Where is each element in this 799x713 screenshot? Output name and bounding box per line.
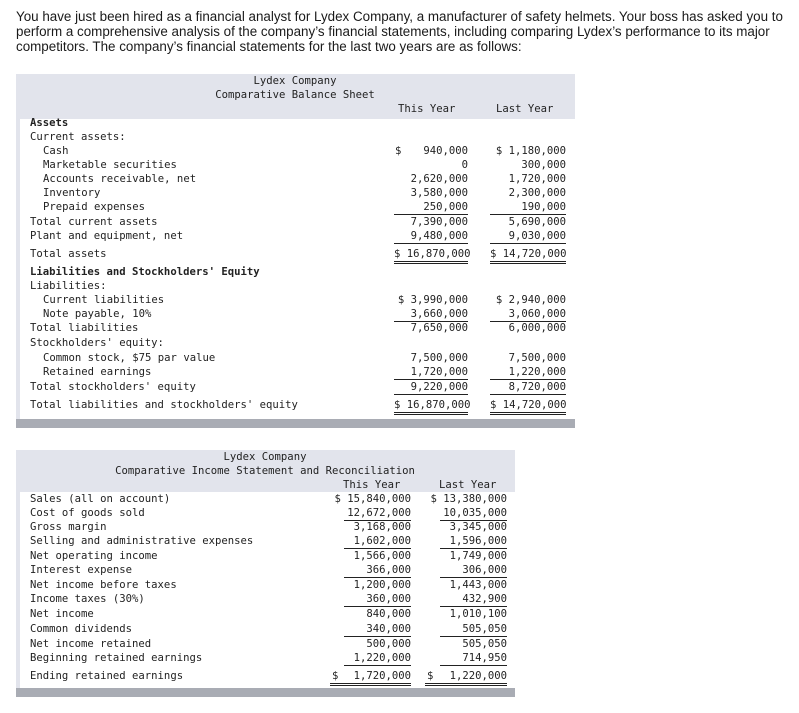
retained-last: 1,220,000 bbox=[490, 366, 566, 380]
current-liabilities-label: Current liabilities bbox=[43, 294, 165, 306]
sales-label: Sales (all on account) bbox=[30, 493, 171, 505]
balance-company: Lydex Company bbox=[253, 75, 337, 87]
retained-this: 1,720,000 bbox=[394, 366, 468, 380]
balance-col-last: Last Year bbox=[496, 103, 554, 115]
common-stock-label: Common stock, $75 par value bbox=[43, 352, 216, 364]
operating-income-label: Net operating income bbox=[30, 550, 158, 562]
dividends-label: Common dividends bbox=[30, 623, 133, 635]
inventory-label: Inventory bbox=[43, 187, 101, 199]
total-current-assets-last: 5,690,000 bbox=[508, 216, 566, 228]
income-bottom-bar bbox=[16, 688, 515, 697]
total-equity-this: 9,220,000 bbox=[394, 381, 468, 395]
cash-this: 940,000 bbox=[423, 145, 468, 157]
ending-re-dollar: $ bbox=[332, 670, 339, 682]
interest-this: 366,000 bbox=[344, 564, 411, 578]
income-retained-last: 505,050 bbox=[462, 638, 507, 650]
income-col-last: Last Year bbox=[439, 479, 497, 491]
sales-last: $ 13,380,000 bbox=[430, 493, 507, 505]
dividends-this: 340,000 bbox=[344, 623, 411, 637]
cash-label: Cash bbox=[43, 145, 69, 157]
balance-col-this: This Year bbox=[398, 103, 456, 115]
total-assets-label: Total assets bbox=[30, 248, 107, 260]
cash-last: $ 1,180,000 bbox=[495, 145, 566, 157]
gross-margin-this: 3,168,000 bbox=[353, 521, 411, 533]
current-liabilities-this: $ 3,990,000 bbox=[397, 294, 468, 306]
balance-title: Comparative Balance Sheet bbox=[215, 89, 375, 101]
receivable-this: 2,620,000 bbox=[410, 173, 468, 185]
plant-last: 9,030,000 bbox=[490, 230, 566, 244]
beginning-re-label: Beginning retained earnings bbox=[30, 652, 203, 664]
beginning-re-this: 1,220,000 bbox=[344, 652, 411, 666]
income-before-tax-label: Net income before taxes bbox=[30, 579, 177, 591]
operating-income-this: 1,566,000 bbox=[353, 550, 411, 562]
beginning-re-last: 714,950 bbox=[440, 652, 507, 666]
balance-bottom-bar bbox=[16, 419, 575, 428]
plant-this: 9,480,000 bbox=[394, 230, 468, 244]
income-col-this: This Year bbox=[343, 479, 401, 491]
cogs-this: 12,672,000 bbox=[344, 507, 411, 521]
plant-label: Plant and equipment, net bbox=[30, 230, 184, 242]
receivable-label: Accounts receivable, net bbox=[43, 173, 197, 185]
interest-last: 306,000 bbox=[440, 564, 507, 578]
income-title: Comparative Income Statement and Reconciliation bbox=[115, 465, 415, 477]
prepaid-this: 250,000 bbox=[394, 201, 468, 215]
interest-label: Interest expense bbox=[30, 564, 133, 576]
balance-left-edge bbox=[16, 119, 20, 420]
intro-paragraph: You have just been hired as a financial analyst for Lydex Company, a manufacturer of safety helmets. Your boss has asked you to perform a comprehensive analysis of the company’s financial statements, including comparing Lydex’s performance to its major competitors. The company’s financial statements for the last two years are as follows: bbox=[16, 9, 783, 54]
retained-label: Retained earnings bbox=[43, 366, 152, 378]
taxes-this: 360,000 bbox=[344, 593, 411, 607]
total-liab-equity-this: $ 16,870,000 bbox=[394, 399, 468, 415]
cogs-last: 10,035,000 bbox=[440, 507, 507, 521]
income-before-tax-this: 1,200,000 bbox=[353, 579, 411, 591]
prepaid-last: 190,000 bbox=[490, 201, 566, 215]
ending-re-this: 1,720,000 bbox=[330, 670, 411, 686]
equity-label: Stockholders' equity: bbox=[30, 337, 164, 349]
income-company: Lydex Company bbox=[223, 451, 307, 463]
inventory-this: 3,580,000 bbox=[410, 187, 468, 199]
total-liabilities-this: 7,650,000 bbox=[410, 322, 468, 334]
total-equity-last: 8,720,000 bbox=[490, 381, 566, 395]
prepaid-label: Prepaid expenses bbox=[43, 201, 146, 213]
net-income-last: 1,010,100 bbox=[449, 608, 507, 620]
receivable-last: 1,720,000 bbox=[508, 173, 566, 185]
common-stock-last: 7,500,000 bbox=[508, 352, 566, 364]
current-liabilities-last: $ 2,940,000 bbox=[495, 294, 566, 306]
marketable-this: 0 bbox=[461, 159, 468, 171]
ending-re-label: Ending retained earnings bbox=[30, 670, 184, 682]
marketable-last: 300,000 bbox=[521, 159, 566, 171]
total-liab-equity-label: Total liabilities and stockholders' equity bbox=[30, 399, 298, 411]
cogs-label: Cost of goods sold bbox=[30, 507, 145, 519]
note-payable-last: 3,060,000 bbox=[490, 308, 566, 322]
assets-heading: Assets bbox=[30, 117, 69, 129]
total-liabilities-last: 6,000,000 bbox=[508, 322, 566, 334]
income-retained-label: Net income retained bbox=[30, 638, 152, 650]
sga-label: Selling and administrative expenses bbox=[30, 535, 254, 547]
cash-dollar: $ bbox=[395, 145, 402, 157]
total-liab-equity-last: $ 14,720,000 bbox=[490, 399, 566, 415]
sales-this: $ 15,840,000 bbox=[334, 493, 411, 505]
sga-this: 1,602,000 bbox=[344, 535, 411, 549]
liab-equity-heading: Liabilities and Stockholders' Equity bbox=[30, 266, 260, 278]
income-retained-this: 500,000 bbox=[366, 638, 411, 650]
net-income-label: Net income bbox=[30, 608, 94, 620]
common-stock-this: 7,500,000 bbox=[410, 352, 468, 364]
note-payable-label: Note payable, 10% bbox=[43, 308, 152, 320]
total-assets-this: $ 16,870,000 bbox=[394, 248, 468, 264]
total-current-assets-this: 7,390,000 bbox=[410, 216, 468, 228]
ending-re-last: 1,220,000 bbox=[425, 670, 507, 686]
income-left-edge bbox=[16, 492, 20, 688]
note-payable-this: 3,660,000 bbox=[394, 308, 468, 322]
gross-margin-label: Gross margin bbox=[30, 521, 107, 533]
total-current-assets-label: Total current assets bbox=[30, 216, 158, 228]
operating-income-last: 1,749,000 bbox=[449, 550, 507, 562]
total-liabilities-label: Total liabilities bbox=[30, 322, 139, 334]
current-assets-label: Current assets: bbox=[30, 131, 126, 143]
ending-re-dollar-last: $ bbox=[427, 670, 434, 682]
income-before-tax-last: 1,443,000 bbox=[449, 579, 507, 591]
total-equity-label: Total stockholders' equity bbox=[30, 381, 196, 393]
taxes-label: Income taxes (30%) bbox=[30, 593, 145, 605]
taxes-last: 432,900 bbox=[440, 593, 507, 607]
net-income-this: 840,000 bbox=[366, 608, 411, 620]
liabilities-label: Liabilities: bbox=[30, 280, 107, 292]
gross-margin-last: 3,345,000 bbox=[449, 521, 507, 533]
dividends-last: 505,050 bbox=[440, 623, 507, 637]
sga-last: 1,596,000 bbox=[440, 535, 507, 549]
inventory-last: 2,300,000 bbox=[508, 187, 566, 199]
total-assets-last: $ 14,720,000 bbox=[490, 248, 566, 264]
marketable-label: Marketable securities bbox=[43, 159, 177, 171]
